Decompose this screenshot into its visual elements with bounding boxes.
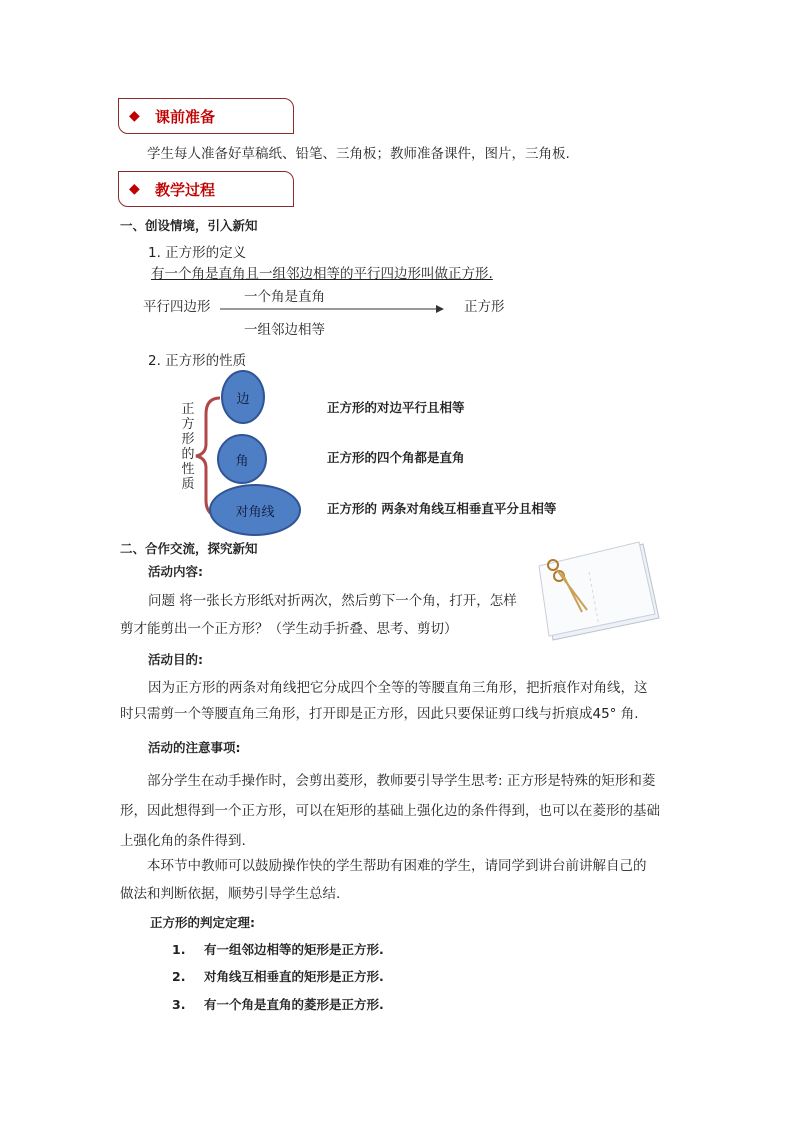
diagram-parallelogram: 平行四边形 [143, 299, 211, 315]
notes-line2: 形，因此想得到一个正方形，可以在矩形的基础上强化边的条件得到，也可以在菱形的基础 [120, 803, 660, 819]
definition-text: 有一个角是直角且一组邻边相等的平行四边形叫做正方形. [151, 266, 493, 282]
properties-title: 2. 正方形的性质 [148, 353, 247, 369]
properties-vertical-label: 正方形的性质 [181, 402, 195, 492]
notes-line3: 上强化角的条件得到. [120, 833, 246, 849]
part2-heading: 二、合作交流，探究新知 [120, 541, 258, 556]
property-diagonal-text: 正方形的 两条对角线互相垂直平分且相等 [327, 501, 557, 516]
node-side: 边 [221, 370, 265, 424]
teacher-line2: 做法和判断依据，顺势引导学生总结. [120, 886, 341, 902]
activity-label: 活动内容: [148, 564, 203, 579]
definition-title: 1. 正方形的定义 [148, 245, 247, 261]
theorem-title: 正方形的判定定理: [150, 915, 255, 930]
question-line2: 剪才能剪出一个正方形？（学生动手折叠、思考、剪切） [120, 621, 458, 637]
question-line1: 问题 将一张长方形纸对折两次，然后剪下一个角，打开，怎样 [148, 593, 517, 609]
diagram-arrow [220, 302, 445, 316]
section-header-process [118, 171, 294, 207]
teacher-line1: 本环节中教师可以鼓励操作快的学生帮助有困难的学生，请同学到讲台前讲解自己的 [147, 858, 647, 874]
theorem-text: 对角线互相垂直的矩形是正方形. [204, 969, 384, 984]
paper-and-scissors-illustration [535, 540, 665, 642]
part1-heading: 一、创设情境，引入新知 [120, 218, 258, 233]
section-title: 课前准备 [155, 108, 216, 126]
theorem-text: 有一组邻边相等的矩形是正方形. [204, 942, 384, 957]
diagram-condition-adjacent-sides: 一组邻边相等 [244, 322, 325, 338]
node-angle: 角 [217, 434, 267, 484]
theorem-number: 3. [172, 997, 186, 1012]
property-angle-text: 正方形的四个角都是直角 [327, 450, 465, 465]
notes-label: 活动的注意事项: [148, 740, 241, 755]
diagram-square: 正方形 [464, 299, 505, 315]
purpose-line2: 时只需剪一个等腰直角三角形，打开即是正方形，因此只要保证剪口线与折痕成45° 角. [120, 706, 639, 722]
purpose-label: 活动目的: [148, 652, 203, 667]
theorem-number: 1. [172, 942, 186, 957]
node-diagonal: 对角线 [209, 484, 301, 536]
diamond-bullet-icon: ◆ [129, 181, 140, 197]
section-title: 教学过程 [155, 181, 216, 199]
diamond-bullet-icon: ◆ [129, 108, 140, 124]
section-header-prep [118, 98, 294, 134]
theorem-text: 有一个角是直角的菱形是正方形. [204, 997, 384, 1012]
notes-line1: 部分学生在动手操作时，会剪出菱形，教师要引导学生思考: 正方形是特殊的矩形和菱 [147, 773, 656, 789]
prep-text: 学生每人准备好草稿纸、铅笔、三角板；教师准备课件，图片，三角板. [147, 146, 570, 162]
theorem-number: 2. [172, 969, 186, 984]
property-side-text: 正方形的对边平行且相等 [327, 400, 465, 415]
diagram-condition-right-angle: 一个角是直角 [244, 289, 325, 305]
purpose-line1: 因为正方形的两条对角线把它分成四个全等的等腰直角三角形，把折痕作对角线，这 [148, 680, 648, 696]
